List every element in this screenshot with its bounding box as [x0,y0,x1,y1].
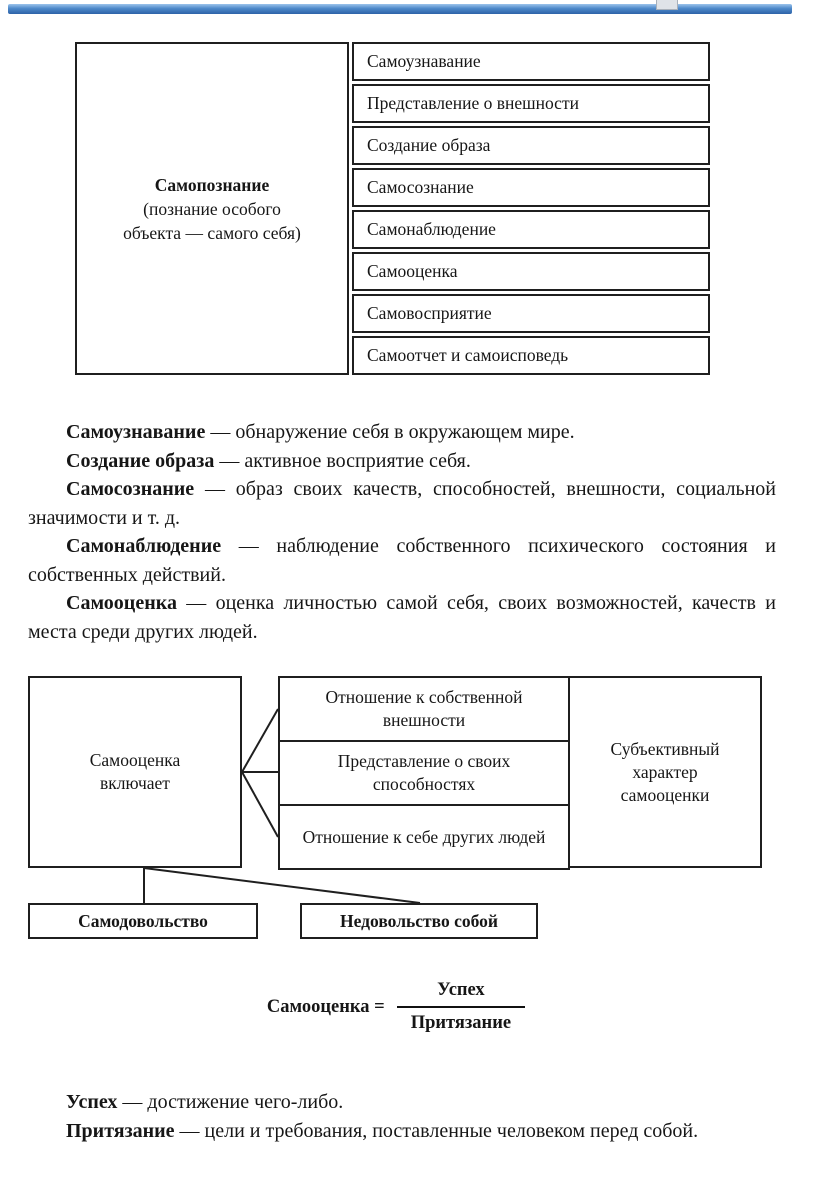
diagram-middle-box-2: Представление о своих способностях [278,740,570,806]
self-esteem-diagram [0,670,816,950]
table-rows [352,42,710,375]
diagram-right-box: Субъективный характер самооценки [568,676,762,868]
definition-text: — цели и требования, поставленные человеком перед собой. [179,1120,699,1142]
definition-paragraph [28,418,776,447]
definitions-block-1 [28,418,776,646]
formula-fraction [397,980,525,1034]
definition-paragraph [28,475,776,532]
diagram-middle-box-1: Отношение к собственной внешности [278,676,570,742]
table-row: Самосознание [352,168,710,207]
definition-text: — достижение чего-либо. [122,1091,344,1113]
definition-term: Притязание [66,1120,175,1142]
diagram-bottom-box-1: Самодовольство [28,903,258,939]
table-row: Создание образа [352,126,710,165]
table-subtitle-line1: (познание особого [143,198,281,219]
definitions-block-2 [28,1088,776,1146]
table-row: Самовосприятие [352,294,710,333]
definition-paragraph [28,1088,776,1117]
definition-term: Самоузнавание [66,421,206,443]
definition-text: — образ своих качеств, способностей, внешности, социальной значимости и т. д. [28,478,776,529]
table-row: Самоузнавание [352,42,710,81]
definition-term: Самонаблюдение [66,535,222,557]
table-row: Представление о внешности [352,84,710,123]
definition-term: Создание образа [66,449,215,472]
fraction-numerator: Успех [437,980,485,1000]
definition-term: Успех [66,1091,118,1113]
table-row: Самонаблюдение [352,210,710,249]
table-title: Самопознание [154,174,270,195]
table-row: Самооценка [352,252,710,291]
self-knowledge-table [75,42,710,375]
definition-paragraph [28,532,776,589]
table-header-cell [75,42,349,375]
definition-paragraph [28,1117,776,1146]
fraction-denominator: Притязание [397,1006,525,1034]
definition-text: — оценка личностью самой себя, своих возможностей, качеств и места среди других людей. [28,592,776,643]
diagram-left-box: Самооценка включает [28,676,242,868]
table-subtitle-line2: объекта — самого себя) [123,222,301,243]
definition-term: Самосознание [66,478,195,500]
diagram-bottom-box-2: Недовольство собой [300,903,538,939]
definition-text: — наблюдение собственного психического состояния и собственных действий. [28,535,776,586]
self-esteem-formula [0,980,804,1034]
definition-term: Самооценка [66,592,177,614]
table-row: Самоотчет и самоисповедь [352,336,710,375]
definition-text: — активное восприятие себя. [219,449,471,472]
formula-lhs: Самооценка = [266,996,385,1017]
definition-paragraph [28,447,776,476]
definition-text: — обнаружение себя в окружающем мире. [210,421,575,443]
diagram-middle-box-3: Отношение к себе других людей [278,804,570,870]
definition-paragraph [28,589,776,646]
scrollbar-thumb[interactable] [656,0,678,10]
